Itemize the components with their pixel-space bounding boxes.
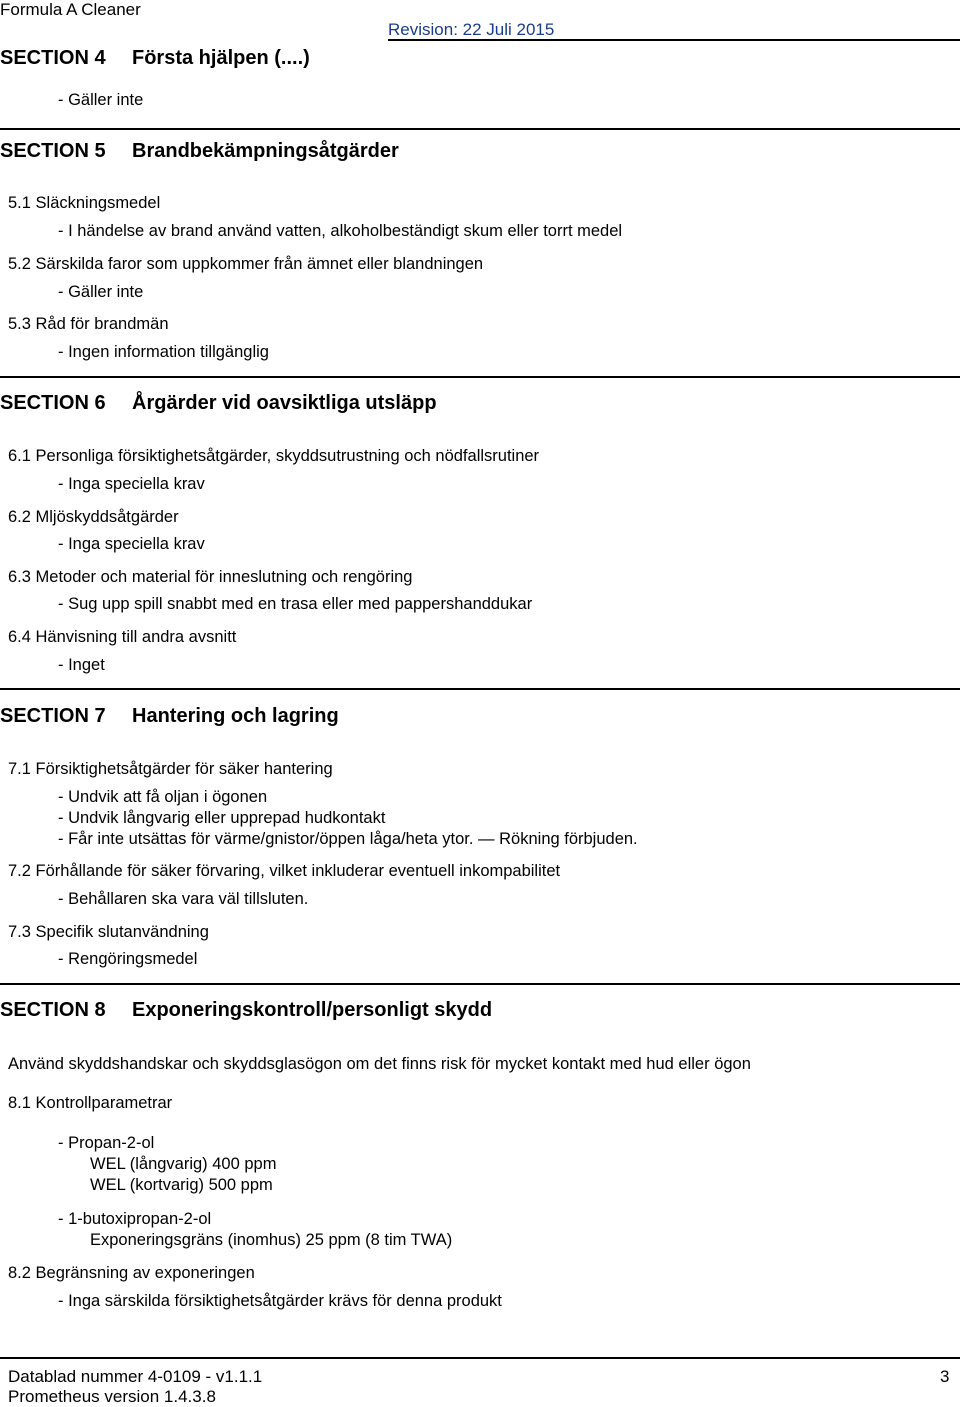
- subsection-6-2-item: - Inga speciella krav: [58, 535, 205, 553]
- software-version: Prometheus version 1.4.3.8: [8, 1387, 216, 1406]
- subsection-7-1-item: - Får inte utsättas för värme/gnistor/öppen låga/heta ytor. — Rökning förbjuden.: [58, 830, 638, 848]
- revision-date: Revision: 22 Juli 2015: [388, 20, 555, 39]
- subsection-5-1: 5.1 Släckningsmedel: [8, 194, 161, 212]
- subsection-7-2: 7.2 Förhållande för säker förvaring, vilket inkluderar eventuell inkompabilitet: [8, 862, 561, 880]
- section-5-number: SECTION 5: [0, 140, 106, 162]
- substance-name: - Propan-2-ol: [58, 1134, 155, 1152]
- section-6-number: SECTION 6: [0, 392, 106, 414]
- subsection-5-2-item: - Gäller inte: [58, 283, 144, 301]
- substance-name: - 1-butoxipropan-2-ol: [58, 1210, 212, 1228]
- subsection-7-3: 7.3 Specifik slutanvändning: [8, 923, 209, 941]
- section-7-title: Hantering och lagring: [132, 705, 339, 727]
- datasheet-number: Datablad nummer 4-0109 - v1.1.1: [8, 1367, 263, 1386]
- subsection-6-2: 6.2 Mljöskyddsåtgärder: [8, 508, 179, 526]
- page-number: 3: [940, 1367, 950, 1386]
- section-7-number: SECTION 7: [0, 705, 106, 727]
- subsection-6-1: 6.1 Personliga försiktighetsåtgärder, skyddsutrustning och nödfallsrutiner: [8, 447, 540, 465]
- section-8-number: SECTION 8: [0, 999, 106, 1021]
- subsection-6-3: 6.3 Metoder och material för inneslutning och rengöring: [8, 568, 413, 586]
- subsection-8-2: 8.2 Begränsning av exponeringen: [8, 1264, 255, 1282]
- subsection-8-1: 8.1 Kontrollparametrar: [8, 1094, 173, 1112]
- section-5-title: Brandbekämpningsåtgärder: [132, 140, 399, 162]
- section-8-rule: [0, 983, 960, 985]
- section-8-intro: Använd skyddshandskar och skyddsglasögon om det finns risk för mycket kontakt med hud eller ögon: [8, 1055, 751, 1073]
- section-7-rule: [0, 688, 960, 690]
- subsection-8-2-item: - Inga särskilda försiktighetsåtgärder krävs för denna produkt: [58, 1292, 502, 1310]
- section-4-title: Första hjälpen (....): [132, 47, 310, 69]
- subsection-5-3: 5.3 Råd för brandmän: [8, 315, 169, 333]
- subsection-7-1-item: - Undvik att få oljan i ögonen: [58, 788, 268, 806]
- subsection-7-1-item: - Undvik långvarig eller upprepad hudkontakt: [58, 809, 386, 827]
- section-8-title: Exponeringskontroll/personligt skydd: [132, 999, 493, 1021]
- subsection-6-1-item: - Inga speciella krav: [58, 475, 205, 493]
- subsection-7-3-item: - Rengöringsmedel: [58, 950, 198, 968]
- substance-limit: Exponeringsgräns (inomhus) 25 ppm (8 tim TWA): [90, 1231, 453, 1249]
- subsection-5-1-item: - I händelse av brand använd vatten, alkoholbeständigt skum eller torrt medel: [58, 222, 623, 240]
- section-6-rule: [0, 376, 960, 378]
- header-rule: [388, 39, 960, 41]
- product-name: Formula A Cleaner: [0, 0, 141, 19]
- subsection-7-2-item: - Behållaren ska vara väl tillsluten.: [58, 890, 309, 908]
- subsection-5-2: 5.2 Särskilda faror som uppkommer från ämnet eller blandningen: [8, 255, 484, 273]
- subsection-5-3-item: - Ingen information tillgänglig: [58, 343, 269, 361]
- subsection-6-4: 6.4 Hänvisning till andra avsnitt: [8, 628, 237, 646]
- section-4-number: SECTION 4: [0, 47, 106, 69]
- substance-limit: WEL (långvarig) 400 ppm: [90, 1155, 277, 1173]
- section-4-item: - Gäller inte: [58, 91, 144, 109]
- subsection-7-1: 7.1 Försiktighetsåtgärder för säker hantering: [8, 760, 333, 778]
- section-6-title: Årgärder vid oavsiktliga utsläpp: [132, 392, 437, 414]
- subsection-6-3-item: - Sug upp spill snabbt med en trasa eller med pappershanddukar: [58, 595, 533, 613]
- footer-rule: [0, 1357, 960, 1359]
- subsection-6-4-item: - Inget: [58, 656, 105, 674]
- section-5-rule: [0, 128, 960, 130]
- substance-limit: WEL (kortvarig) 500 ppm: [90, 1176, 273, 1194]
